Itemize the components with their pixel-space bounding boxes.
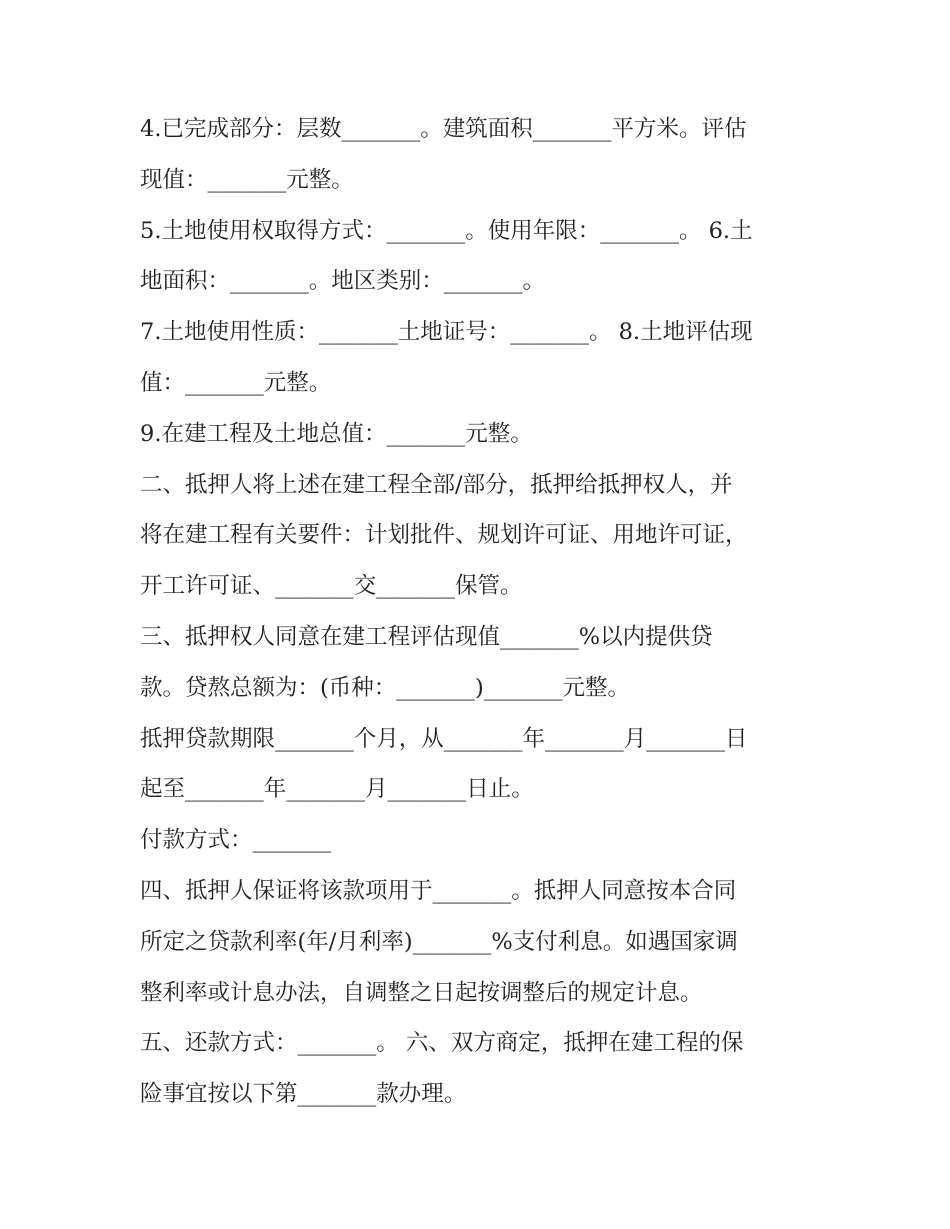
text-line-5: 7.土地使用性质：_______土地证号：_______。 8.土地评估现 <box>140 319 753 346</box>
text-line-16: 四、抵押人保证将该款项用于_______。抵押人同意按本合同 <box>140 877 737 904</box>
text-line-17: 所定之贷款利率(年/月利率)_______%支付利息。如遇国家调 <box>140 928 738 955</box>
text-line-13: 抵押贷款期限_______个月，从_______年_______月_______日 <box>140 725 748 752</box>
text-line-9: 将在建工程有关要件：计划批件、规划许可证、用地许可证， <box>140 522 748 549</box>
text-line-20: 险事宜按以下第_______款办理。 <box>140 1081 467 1108</box>
text-line-18: 整利率或计息办法，自调整之日起按调整后的规定计息。 <box>140 979 703 1006</box>
text-line-11: 三、抵押权人同意在建工程评估现值_______%以内提供贷 <box>140 623 713 650</box>
text-line-19: 五、还款方式：_______。 六、双方商定，抵押在建工程的保 <box>140 1030 744 1057</box>
text-line-2: 现值：_______元整。 <box>140 166 354 193</box>
text-line-15: 付款方式：_______ <box>140 827 332 854</box>
text-line-4: 地面积：_______。地区类别：_______。 <box>140 268 546 295</box>
text-line-6: 值：_______元整。 <box>140 369 332 396</box>
text-line-8: 二、抵押人将上述在建工程全部/部分，抵押给抵押权人，并 <box>140 471 733 498</box>
text-line-10: 开工许可证、_______交_______保管。 <box>140 573 523 600</box>
text-line-14: 起至_______年_______月_______日止。 <box>140 776 534 803</box>
text-line-1: 4.已完成部分：层数_______。建筑面积_______平方米。评估 <box>140 116 747 142</box>
document-body <box>140 104 805 1120</box>
text-line-12: 款。贷熬总额为：(币种：_______)_______元整。 <box>140 674 631 701</box>
text-line-3: 5.土地使用权取得方式：_______。使用年限：_______。 6.土 <box>140 217 753 244</box>
text-line-7: 9.在建工程及土地总值：_______元整。 <box>140 420 533 447</box>
